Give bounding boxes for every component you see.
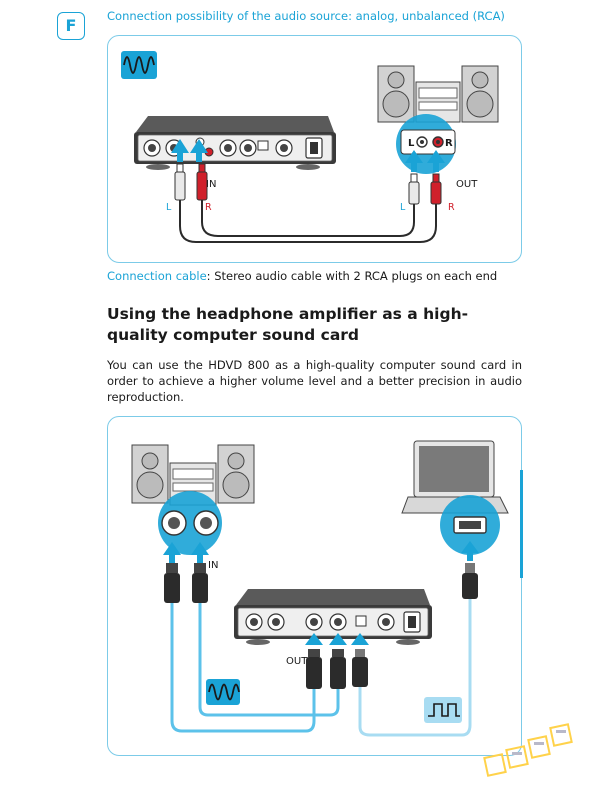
section-heading: Using the headphone amplifier as a high-quality computer sound card	[107, 305, 469, 344]
sine-wave-icon	[121, 51, 157, 79]
cable-text: : Stereo audio cable with 2 RCA plugs on each end	[206, 269, 498, 283]
diagram-computer-sound-card-svg	[108, 417, 523, 757]
amplifier-rear-panel	[134, 116, 336, 170]
connection-heading: Connection possibility of the audio source: analog, unbalanced (RCA)	[107, 9, 505, 23]
watermark-logo	[482, 716, 586, 782]
stereo-system	[378, 66, 498, 122]
jack-label-r: R	[445, 138, 453, 149]
rca-plugs-left	[175, 164, 207, 200]
rca-jacks-callout	[396, 114, 456, 174]
label-r-right: R	[448, 202, 455, 213]
usb-plug	[462, 563, 478, 599]
label-out: OUT	[456, 179, 478, 190]
label-in: IN	[208, 560, 219, 571]
jack-label-l: L	[408, 138, 415, 149]
analog-wave-icon	[206, 679, 240, 705]
rca-plugs-right	[409, 174, 441, 204]
connection-cable-caption	[107, 269, 497, 283]
amp-arrows	[305, 633, 369, 645]
section-letter-box: F	[57, 12, 85, 40]
body-paragraph: You can use the HDVD 800 as a high-quality computer sound card in order to achieve a higher volume level and a better precision in audio reproduction.	[107, 358, 522, 404]
digital-square-wave-icon	[424, 697, 462, 723]
amplifier-rear-panel	[234, 589, 432, 645]
diagram-analog-rca-svg	[108, 36, 523, 264]
diagram-computer-sound-card	[107, 416, 522, 756]
amp-plugs	[306, 649, 368, 689]
cable-label: Connection cable	[107, 269, 207, 283]
label-l-right: L	[400, 202, 406, 213]
diagram-analog-rca	[107, 35, 522, 263]
xlr-plugs-top	[164, 563, 208, 603]
page-edge-marker	[520, 470, 523, 578]
label-in: IN	[206, 179, 217, 190]
xlr-inputs-callout	[158, 491, 222, 555]
label-out: OUT	[286, 656, 308, 667]
label-r-left: R	[205, 202, 212, 213]
label-l-left: L	[166, 202, 172, 213]
